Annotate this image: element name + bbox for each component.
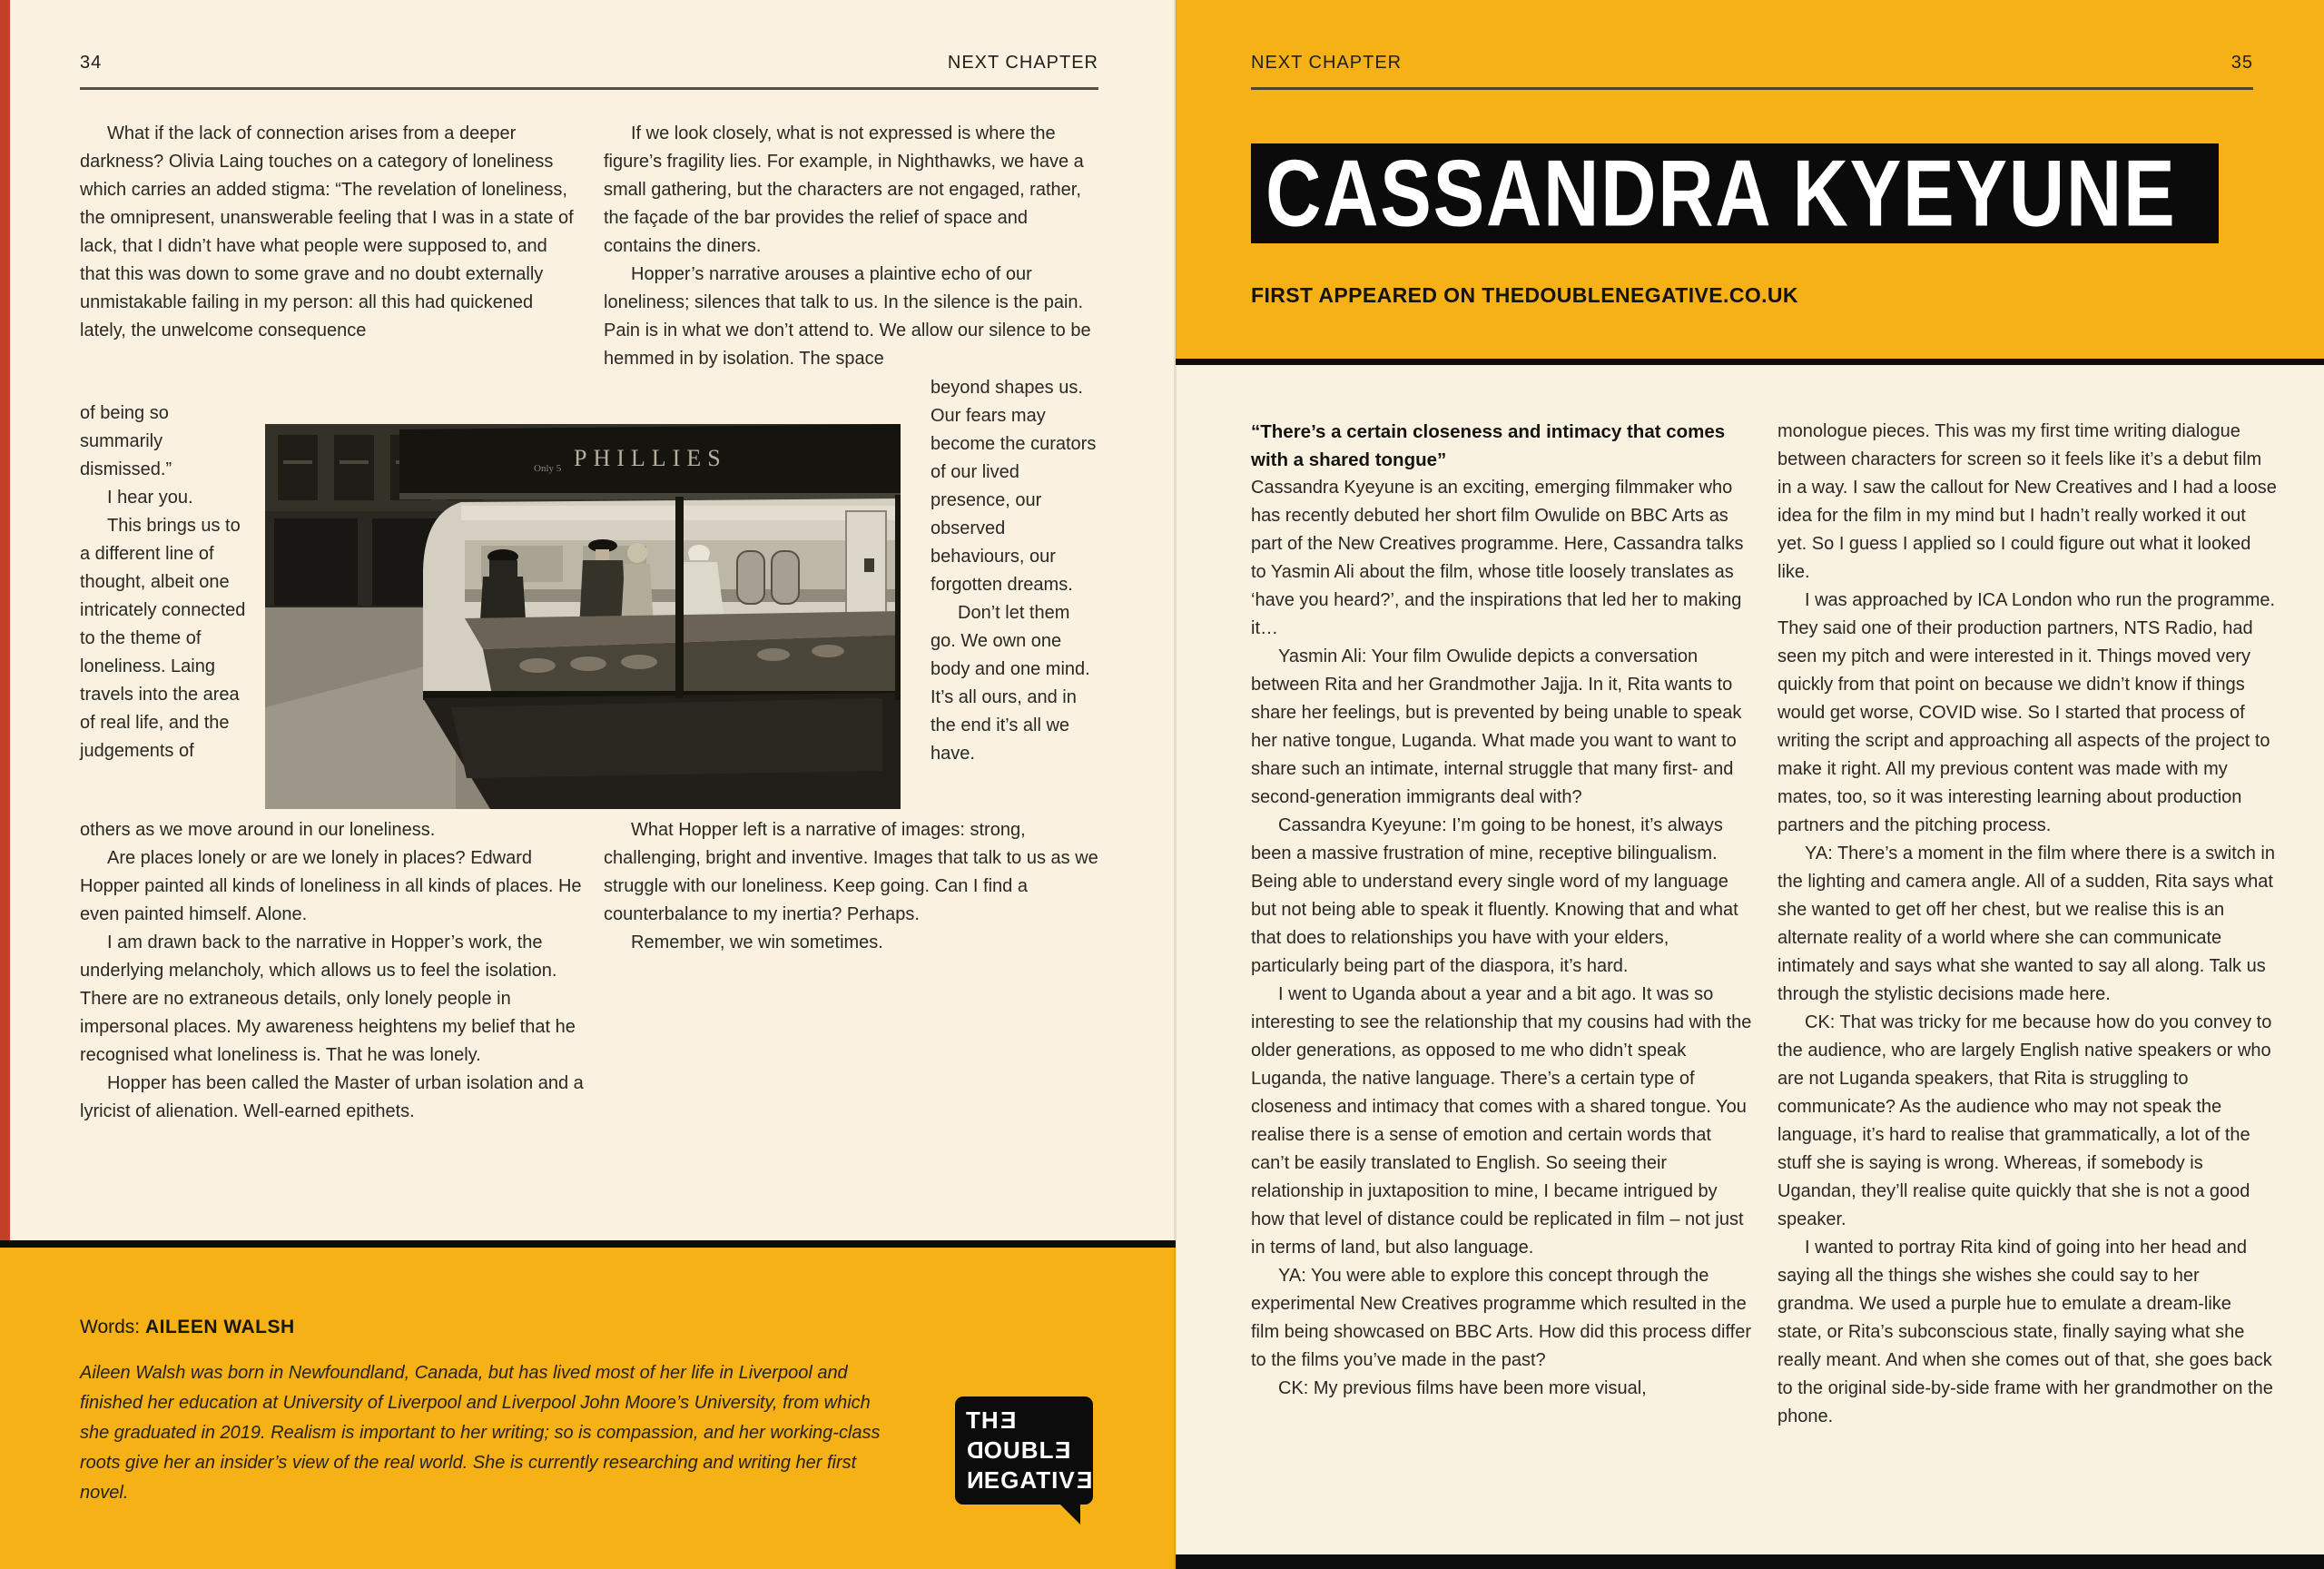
interview-lede: “There’s a certain closeness and intimacy that comes with a shared tongue”	[1251, 421, 1726, 470]
logo-letter: H	[980, 1406, 1000, 1434]
logo-letter: A	[1019, 1466, 1037, 1494]
logo-letter: T	[1036, 1466, 1052, 1494]
paragraph: I am drawn back to the narrative in Hopper’s work, the underlying melancholy, which allows us to feel the isolation. There are no extraneous details, only lonely people in impersonal places. My awareness heightens my belief that he recognised what loneliness is. That he was lonely.	[80, 933, 576, 1065]
sign-small-text: Only 5	[534, 463, 562, 474]
right-page	[1176, 0, 2324, 1569]
paragraph: Cassandra Kyeyune: I’m going to be honest, it’s always been a massive frustration of mine, receptive bilingualism. Being able to understand every single word of my language but not being able to speak it fluently. Knowing that and what that does to relationships you have with your elders, particularly being part of the diaspora, it’s hard.	[1251, 815, 1738, 976]
logo-letter: E	[983, 1466, 1001, 1494]
phillies-sign-text: PHILLIES	[574, 445, 727, 471]
paragraph: Cassandra Kyeyune is an exciting, emerging filmmaker who has recently debuted her short film Owulide on BBC Arts as part of the New Creatives programme. Here, Cassandra talks to Yasmin Ali about the film, whose title loosely translates as ‘have you heard?’, and the inspirations that led her to making it…	[1251, 478, 1744, 638]
author-footer	[0, 1248, 1176, 1569]
byline-author: AILEEN WALSH	[144, 1317, 295, 1337]
article-col2-top	[604, 120, 1098, 373]
logo-letter: E	[1075, 1466, 1093, 1494]
article-col1-narrow-wrap	[80, 400, 254, 765]
header-rule-left	[80, 87, 1098, 90]
paragraph: YA: There’s a moment in the film where there is a switch in the lighting and camera angle. All of a sudden, Rita says what she wanted to get off her chest, but we realise this is an alternate reality of a world where she can communicate intimately and says what she wanted to say all along. Talk us through the stylistic decisions made here.	[1777, 844, 2275, 1004]
logo-letter: O	[983, 1436, 1004, 1464]
chapter-title: CASSANDRA KYEYUNE	[1265, 143, 2177, 243]
article-col1-bottom	[80, 816, 588, 1126]
logo-speech-bubble	[955, 1396, 1093, 1505]
article-col2-narrow-wrap	[931, 374, 1098, 768]
header-rule-right	[1251, 87, 2253, 90]
page-bottom-strip	[1176, 1554, 2324, 1569]
paragraph: Are places lonely or are we lonely in places? Edward Hopper painted all kinds of loneliness in all kinds of places. He even painted himself. Alone.	[80, 848, 582, 924]
the-double-negative-logo	[955, 1396, 1100, 1505]
logo-line-2	[966, 1436, 1082, 1465]
paragraph: beyond shapes us. Our fears may become the curators of our lived presence, our observed behaviours, our forgotten dreams.	[931, 378, 1097, 595]
logo-line-3	[966, 1465, 1093, 1495]
paragraph: I hear you.	[107, 488, 193, 508]
paragraph: CK: My previous films have been more visual,	[1278, 1378, 1647, 1398]
paragraph: I went to Uganda about a year and a bit ago. It was so interesting to see the relationship that my cousins had with the older generations, as opposed to me who didn’t speak Luganda, the native language. There’s a certain type of closeness and intimacy that comes with a shared tongue. You realise there is a sense of emotion and certain words that can’t be easily translated to English. So seeing their relationship in juxtaposition to mine, I became intrigued by how that level of distance could be replicated in film – not just in terms of land, but also language.	[1251, 984, 1752, 1258]
paragraph: Hopper has been called the Master of urban isolation and a lyricist of alienation. Well-earned epithets.	[80, 1073, 584, 1121]
paragraph: Remember, we win sometimes.	[631, 933, 883, 952]
nighthawks-painting-image	[265, 424, 901, 809]
logo-letter: T	[966, 1406, 981, 1434]
author-bio: Aileen Walsh was born in Newfoundland, Canada, but has lived most of her life in Liverpool and finished her education at University of Liverpool and Liverpool John Moore’s University, from which she graduated in 2019. Realism is important to her writing; so is compassion, and her working-class roots give her an insider’s view of the real world. She is currently researching and writing her first novel.	[80, 1363, 881, 1503]
logo-letter: D	[966, 1436, 984, 1464]
paragraph: monologue pieces. This was my first time writing dialogue between characters for screen so it feels like it’s a debut film in a way. I saw the callout for New Creatives and I had a loose idea for the film in my mind but I hadn’t really worked it out yet. So I guess I applied so I could figure out what it looked like.	[1777, 421, 2277, 582]
paragraph: I was approached by ICA London who run the programme. They said one of their production partners, NTS Radio, had seen my pitch and were interested in it. Things moved very quickly from that point on because we didn’t know if things would get worse, COVID wise. So I started that process of writing the script and approaching all aspects of the project to make it right. All my previous content was made with my mates, too, so it was interesting learning about production partners and the pitching process.	[1777, 590, 2276, 835]
logo-letter: L	[1039, 1436, 1055, 1464]
article-col2-bottom	[604, 816, 1101, 957]
logo-letter: V	[1059, 1466, 1076, 1494]
logo-letter: I	[1051, 1466, 1059, 1494]
interview-col1-body	[1251, 474, 1752, 1403]
logo-letter: E	[999, 1406, 1017, 1434]
section-label-right: NEXT CHAPTER	[1251, 53, 1403, 73]
logo-letter: U	[1003, 1436, 1021, 1464]
paragraph: CK: That was tricky for me because how do you convey to the audience, who are largely English native speakers or who are not Luganda speakers, that Rita is struggling to communicate? As the audience who may not speak the language, it’s hard to realise that grammatically, a lot of the stuff she is saying is wrong. Whereas, if somebody is Ugandan, they’ll realise quite quickly that she is not a good speaker.	[1777, 1012, 2272, 1229]
paragraph: Don’t let them go. We own one body and one mind. It’s all ours, and in the end it’s all we have.	[931, 603, 1090, 764]
interview-col1	[1251, 418, 1752, 1403]
paragraph: What if the lack of connection arises from a deeper darkness? Olivia Laing touches on a category of loneliness which carries an added stigma: “The revelation of loneliness, the omnipresent, unanswerable feeling that I was in a state of lack, that I didn’t have what people were supposed to, and that this was down to some grave and no doubt externally unmistakable failing in my person: all this had quickened lately, the unwelcome consequence	[80, 123, 574, 340]
paragraph: This brings us to a different line of thought, albeit one intricately connected to the theme of loneliness. Laing travels into the area of real life, and the judgements of	[80, 516, 246, 761]
chapter-subtitle: FIRST APPEARED ON THEDOUBLENEGATIVE.CO.UK	[1251, 283, 1798, 307]
paragraph: YA: You were able to explore this concept through the experimental New Creatives programme which resulted in the film being showcased on BBC Arts. How did this process differ to the films you’ve made in the past?	[1251, 1266, 1751, 1370]
paragraph: Hopper’s narrative arouses a plaintive echo of our loneliness; silences that talk to us. In the silence is the pain. Pain is in what we don’t attend to. We allow our silence to be hemmed in by isolation. The space	[604, 264, 1091, 369]
paragraph: others as we move around in our loneliness.	[80, 820, 436, 840]
paragraph: If we look closely, what is not expressed is where the figure’s fragility lies. For example, in Nighthawks, we have a small gathering, but the characters are not engaged, rather, the façade of the bar provides the relief of space and contains the diners.	[604, 123, 1084, 256]
logo-letter: B	[1020, 1436, 1039, 1464]
paragraph: of being so summarily dismissed.”	[80, 403, 172, 479]
article-col1-top	[80, 120, 577, 345]
paragraph: Yasmin Ali: Your film Owulide depicts a conversation between Rita and her Grandmother Jajja. In it, Rita wants to share her feelings, but is prevented by being unable to speak her native tongue, Luganda. What made you want to want to share such an intimate, internal struggle that many first- and second-generation immigrants deal with?	[1251, 646, 1742, 807]
section-label-left: NEXT CHAPTER	[947, 53, 1098, 73]
logo-line-1	[966, 1406, 1082, 1436]
logo-letter: G	[1000, 1466, 1020, 1494]
chapter-title-bar	[1251, 143, 2219, 243]
paragraph: I wanted to portray Rita kind of going into her head and saying all the things she wishes she could say to her grandma. We used a purple hue to emulate a dream-like state, or Rita’s subconscious state, finally saying what she really meant. And when she comes out of that, she goes back to the original side-by-side frame with her grandmother on the phone.	[1777, 1238, 2273, 1426]
byline	[80, 1317, 295, 1338]
byline-label: Words:	[80, 1317, 141, 1337]
page-number-left: 34	[80, 53, 103, 73]
title-band-divider	[1176, 359, 2324, 365]
page-gutter-seam	[1174, 0, 1177, 1569]
interview-col2	[1777, 418, 2279, 1431]
page-number-right: 35	[2230, 53, 2253, 73]
page-edge-red-strip	[0, 0, 10, 1240]
footer-divider-line	[0, 1240, 1176, 1248]
logo-tail	[1059, 1503, 1080, 1525]
logo-letter: N	[966, 1466, 984, 1494]
logo-letter: E	[1054, 1436, 1071, 1464]
paragraph: What Hopper left is a narrative of images: strong, challenging, bright and inventive. Images that talk to us as we struggle with our loneliness. Keep going. Can I find a counterbalance to my inertia? Perhaps.	[604, 820, 1098, 924]
